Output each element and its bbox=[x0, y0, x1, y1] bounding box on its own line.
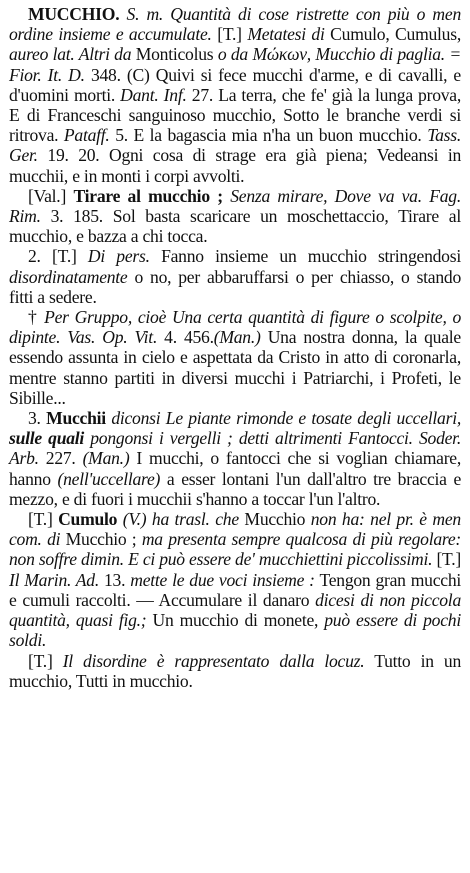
definition: Le piante rimonde e tosate degli uccellari, bbox=[165, 408, 461, 429]
citation-text: 3. 185. Sol basta scaricare un moschettaccio, Tirare al mucchio, e bazza a chi tocca. bbox=[9, 206, 461, 247]
headword: MUCCHIO. bbox=[28, 4, 120, 24]
etymology-text: o da bbox=[217, 44, 248, 65]
dagger-mark: † bbox=[28, 307, 39, 328]
t-tag: [T.] bbox=[28, 509, 53, 530]
cross-ref: (V.) bbox=[122, 509, 147, 530]
citation-italic: (nell'uccellare) bbox=[57, 468, 161, 489]
phrase-text: Tutto in un mucchio, Tutti in mucchio. bbox=[9, 650, 461, 691]
t-tag: [T.] bbox=[28, 650, 53, 671]
phrase: Tirare al mucchio ; bbox=[73, 185, 223, 206]
citation-source: (Man.) bbox=[213, 327, 261, 348]
citation-num: 4. 456. bbox=[164, 327, 214, 348]
citation-text: 348. (C) Quivi si fece mucchi d'arme, e di cavalli, e d'uomini morti. bbox=[9, 64, 461, 105]
citation-ref: Soder. Arb. bbox=[9, 428, 461, 469]
citation-ref: Fag. Rim. bbox=[9, 185, 461, 227]
phrase-text: Un mucchio di monete, bbox=[152, 610, 319, 631]
definition: non ha: nel pr. è men com. di bbox=[9, 509, 461, 550]
citation-text: 19. 20. Ogni cosa di strage era già piena; Vedeansi in mucchii, e in monti i corpi avvolti. bbox=[9, 145, 461, 186]
etymology-text: aureo lat. Altri da bbox=[9, 44, 132, 65]
phrase-text: Accumulare il danaro bbox=[158, 589, 310, 610]
etymology-forms: Cumulo, Cumulus, bbox=[330, 24, 461, 45]
sense-word: Mucchii bbox=[46, 408, 106, 429]
citation-text: a esser lontani l'un dall'altro tre braccia e mezzo, e di fuori i mucchii s'hanno a toccar l'un l'altro. bbox=[9, 468, 462, 509]
sense-label: Di pers. bbox=[87, 246, 150, 267]
entry-paragraph-sense-3 bbox=[9, 408, 461, 509]
greek-form: Μώκων, bbox=[252, 44, 311, 65]
entry-paragraph-sense-2 bbox=[9, 246, 461, 307]
t-tag: [T.] bbox=[52, 246, 77, 267]
citation-text: I mucchi, o fantocci che si voglian chiamare, hanno bbox=[9, 448, 462, 489]
definition: ma presenta sempre qualcosa di più regolare: non soffre dimin. E ci può essere de' mucchiettini piccolissimi. bbox=[9, 529, 461, 570]
sense-number: 3. bbox=[28, 408, 41, 429]
sense-number: 2. bbox=[28, 246, 41, 267]
definition: ha trasl. che bbox=[151, 509, 239, 530]
definition: pongonsi i vergelli ; detti altrimenti bbox=[90, 428, 342, 449]
citation-ref: Marin. Ad. bbox=[24, 569, 99, 590]
sense-word: Cumulo bbox=[58, 509, 118, 530]
sense-italic: disordinatamente bbox=[9, 266, 128, 287]
citation-text: Tengon gran mucchi e cumuli raccolti. — bbox=[9, 569, 462, 610]
t-tag: [T.] bbox=[217, 24, 242, 45]
etymology-gloss: Mucchio di paglia. bbox=[315, 44, 445, 65]
word-mention: Mucchio ; bbox=[65, 529, 137, 550]
definition: Per Gruppo, cioè Una certa quantità di figure o scolpite, o dipinte. Vas. Op. Vit. bbox=[9, 307, 461, 348]
citation-ref: Pataff. bbox=[63, 125, 110, 146]
val-tag: [Val.] bbox=[28, 185, 67, 206]
sense-text: Fanno insieme un mucchio stringendosi bbox=[161, 246, 461, 267]
citation-text: 27. La terra, che fe' già la lunga prova, E di Franceschi sanguinoso mucchio, Sotto le branche verdi si ritrova. bbox=[9, 84, 461, 146]
definition: può essere di pochi soldi. bbox=[9, 610, 461, 651]
citation-ref: Tass. Ger. bbox=[9, 125, 461, 166]
definition: Senza mirare, Dove va va. bbox=[230, 185, 422, 206]
citation-ref: Dant. Inf. bbox=[120, 84, 187, 105]
definition: Fantocci. bbox=[348, 428, 413, 449]
entry-paragraph-cumulo bbox=[9, 509, 461, 650]
etymology-form: Monticolus bbox=[135, 44, 214, 65]
citation-text: 5. E la bagascia mia n'ha un buon mucchio. bbox=[115, 125, 422, 146]
word-mention: Mucchio bbox=[244, 509, 306, 530]
grammar-label: S. m. bbox=[126, 4, 164, 24]
citation-source: (Man.) bbox=[82, 448, 130, 469]
definition: Il bbox=[9, 569, 20, 590]
citation-num: 227. bbox=[45, 448, 76, 469]
sense-text: o no, per abbaruffarsi o per chiasso, o stando fitti a sedere. bbox=[9, 266, 462, 307]
definition: Quantità di cose ristrette con più o men ordine insieme e accumulate. bbox=[9, 4, 461, 45]
sense-label: diconsi bbox=[111, 408, 161, 429]
citation-num: 13. bbox=[104, 569, 126, 590]
citation-ref: = Fior. It. D. bbox=[9, 44, 462, 85]
definition: Il disordine è rappresentato dalla locuz. bbox=[62, 650, 365, 671]
etymology-text: Metatesi di bbox=[247, 24, 325, 45]
entry-paragraph-mucchio bbox=[9, 4, 461, 186]
entry-paragraph-gruppo bbox=[9, 307, 461, 408]
t-tag: [T.] bbox=[436, 549, 461, 570]
definition-bold: sulle quali bbox=[9, 428, 85, 449]
citation-text: Una nostra donna, la quale essendo assunta in cielo e aspettata da Cristo in atto di coronarla, mentre stanno partiti in diversi mucchi i Patriarchi, i Profeti, le Sibille... bbox=[9, 327, 461, 408]
definition: dicesi di non piccola quantità, quasi fig.; bbox=[9, 589, 461, 631]
entry-paragraph-disordine bbox=[9, 651, 461, 691]
definition: mette le due voci insieme : bbox=[130, 569, 315, 590]
entry-paragraph-tirare-al-mucchio bbox=[9, 186, 461, 247]
